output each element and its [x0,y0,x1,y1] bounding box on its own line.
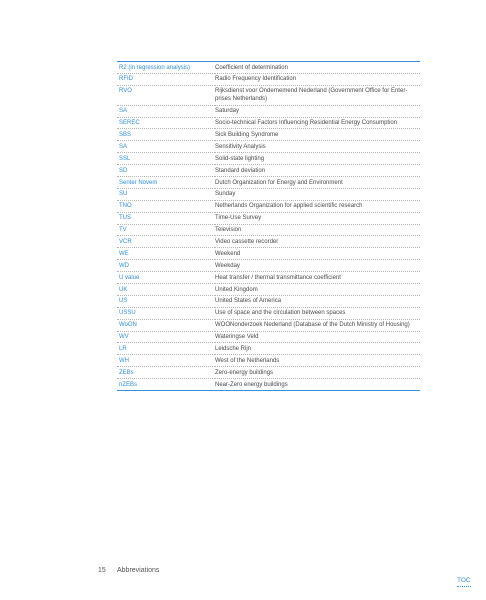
abbreviation-definition: Time-Use Survey [215,212,420,224]
abbreviation-row [117,307,420,319]
abbreviation-definition: Use of space and the circulation between spaces [215,307,420,319]
abbreviation-row [117,331,420,343]
toc-link[interactable]: TOC [457,577,471,587]
abbreviation-row [117,117,420,129]
abbreviation-definition: Television [215,224,420,236]
abbreviation-definition: Rijksdienst voor Ondernemend Nederland (Government Office for Enter-prises Netherlands) [215,85,420,105]
abbreviation-term: WD [117,260,215,272]
abbreviation-definition: Sunday [215,188,420,200]
abbreviation-definition: Sensitivity Analysis [215,141,420,153]
abbreviation-row [117,212,420,224]
abbreviation-definition: Near-Zero energy buildings [215,381,288,388]
abbreviation-term: TNO [117,200,215,212]
abbreviation-term: SD [117,165,215,177]
abbreviation-row [117,355,420,367]
abbreviation-row [117,295,420,307]
abbreviation-term: SSL [117,153,215,165]
abbreviation-term: SBS [117,129,215,141]
abbreviation-row [117,343,420,355]
abbreviation-definition: Dutch Organization for Energy and Environment [215,177,420,189]
abbreviation-row [117,224,420,236]
abbreviation-definition: Wateringse Veld [215,331,420,343]
abbreviation-row [117,284,420,296]
abbreviation-term: VCR [117,236,215,248]
abbreviation-definition: Solid-state lighting [215,153,420,165]
abbreviation-term: WE [117,248,215,260]
abbreviation-row [117,260,420,272]
abbreviation-term: US [117,295,215,307]
abbreviation-term: Senter Novem [117,177,215,189]
section-title: Abbreviations [117,567,160,574]
abbreviation-term: nZEBs [119,381,138,388]
abbreviation-row [117,141,420,153]
abbreviations-table [117,61,420,391]
abbreviation-definition: Sick Building Syndrome [215,129,420,141]
abbreviation-row [117,85,420,105]
abbreviation-definition: Coefficient of determination [215,62,420,74]
abbreviation-term: ZEBs [117,367,215,379]
abbreviation-row [117,367,420,379]
abbreviation-row [117,272,420,284]
abbreviation-term: WH [117,355,215,367]
abbreviation-definition: WOONonderzoek Nederland (Database of the Dutch Ministry of Housing) [215,319,420,331]
abbreviation-row [117,129,420,141]
abbreviation-row [117,188,420,200]
abbreviation-row [117,379,420,391]
abbreviation-term: SU [117,188,215,200]
abbreviation-definition: Radio Frequency Identification [215,73,420,85]
abbreviation-row [117,236,420,248]
abbreviation-term: R2 (in regression analysis) [117,62,215,74]
abbreviation-row [117,319,420,331]
abbreviation-definition: Saturday [215,105,420,117]
abbreviation-row [117,177,420,189]
abbreviation-row [117,153,420,165]
abbreviation-row [117,248,420,260]
abbreviation-term: USSU [117,307,215,319]
abbreviation-definition: Zero-energy buildings [215,367,420,379]
abbreviation-definition: Standard deviation [215,165,420,177]
abbreviation-row [117,200,420,212]
abbreviation-term: SA [117,105,215,117]
page-number: 15 [98,567,106,574]
abbreviation-definition: Socio-technical Factors Influencing Residential Energy Consumption [215,117,420,129]
abbreviation-term: WoON [117,319,215,331]
abbreviation-term: LR [117,343,215,355]
abbreviation-definition: Leidsche Rijn [215,343,420,355]
abbreviation-definition: West of the Netherlands [215,355,420,367]
abbreviation-definition: Netherlands Organization for applied scientific research [215,200,420,212]
abbreviation-definition: Weekend [215,248,420,260]
abbreviation-row [117,73,420,85]
abbreviation-term: TUS [117,212,215,224]
abbreviation-term: TV [117,224,215,236]
abbreviation-term: UK [117,284,215,296]
abbreviation-term: WV [117,331,215,343]
abbreviation-row [117,62,420,74]
abbreviation-row [117,165,420,177]
abbreviation-term: RVO [117,85,215,105]
abbreviation-definition: Heat transfer / thermal transmittance coefficient [215,272,420,284]
abbreviation-term: SEREC [117,117,215,129]
abbreviation-definition: United Kingdom [215,284,420,296]
abbreviation-term: RFID [117,73,215,85]
abbreviation-term: SA [117,141,215,153]
abbreviation-definition: United States of America [215,295,420,307]
abbreviation-definition: Video cassette recorder [215,236,420,248]
abbreviation-definition: Weekday [215,260,420,272]
abbreviation-term: U value [117,272,215,284]
abbreviation-row [117,105,420,117]
abbreviations-table-body [117,62,420,391]
